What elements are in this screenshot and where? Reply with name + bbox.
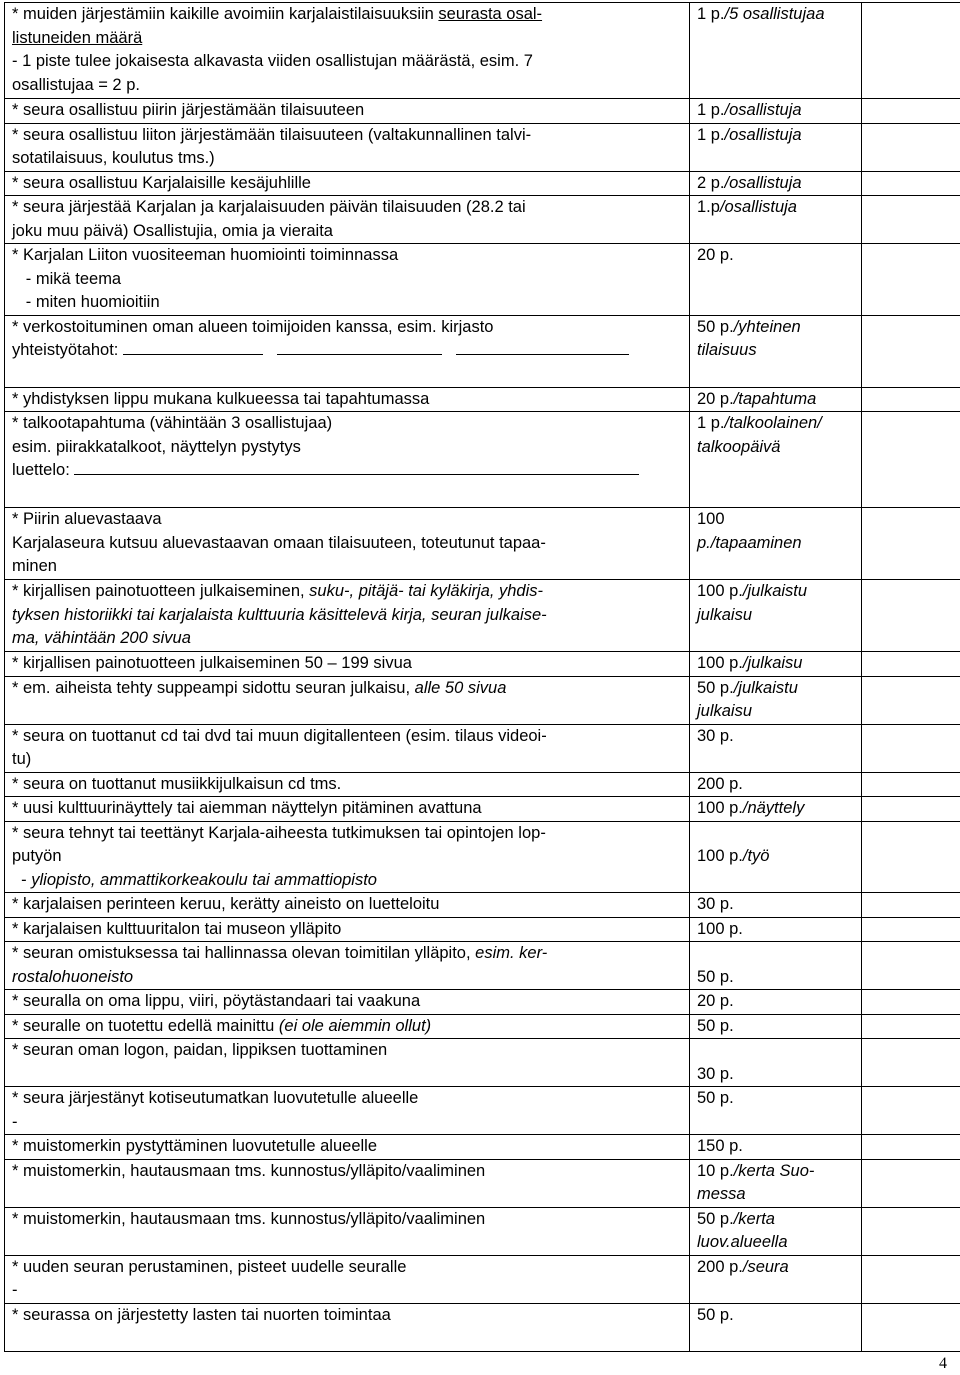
score-cell[interactable] — [862, 917, 960, 942]
criterion-line: putyön — [12, 847, 62, 865]
table-row — [5, 917, 960, 942]
criterion-cell — [5, 196, 690, 244]
score-cell[interactable] — [862, 1207, 960, 1255]
points-line: 100 p./työ — [697, 847, 770, 865]
table-row — [5, 123, 960, 171]
score-cell[interactable] — [862, 123, 960, 171]
score-cell[interactable] — [862, 1159, 960, 1207]
points-cell — [690, 580, 862, 652]
table-row — [5, 1135, 960, 1160]
score-cell[interactable] — [862, 772, 960, 797]
points-line — [697, 822, 861, 846]
points-cell — [690, 1014, 862, 1039]
score-cell[interactable] — [862, 1135, 960, 1160]
criterion-cell — [5, 652, 690, 677]
points-line: 100 p./näyttely — [697, 799, 805, 817]
table-row — [5, 797, 960, 822]
points-cell — [690, 676, 862, 724]
score-cell[interactable] — [862, 1255, 960, 1303]
score-cell[interactable] — [862, 942, 960, 990]
table-row — [5, 387, 960, 412]
criterion-line: ma, vähintään 200 sivua — [12, 629, 191, 647]
criterion-line: * em. aiheista tehty suppeampi sidottu seuran julkaisu, alle 50 sivua — [12, 678, 507, 697]
score-cell[interactable] — [862, 387, 960, 412]
criterion-line: * seura järjestänyt kotiseutumatkan luovutetulle alueelle — [12, 1089, 419, 1107]
criterion-line: - — [12, 1112, 18, 1131]
criterion-line: osallistujaa = 2 p. — [12, 75, 140, 94]
points-line: 50 p. — [697, 967, 734, 986]
criterion-line: * seurassa on järjestetty lasten tai nuorten toimintaa — [12, 1305, 391, 1324]
points-line — [697, 1039, 861, 1063]
criterion-line: - 1 piste tulee jokaisesta alkavasta viiden osallistujan määrästä, esim. 7 — [12, 52, 533, 70]
points-cell — [690, 1207, 862, 1255]
points-line: 1 p./talkoolainen/ — [697, 414, 822, 432]
points-cell — [690, 244, 862, 316]
points-line: 20 p. — [697, 246, 734, 264]
points-line: julkaisu — [697, 605, 753, 624]
criterion-line: minen — [12, 557, 57, 575]
criterion-line: * muistomerkin, hautausmaan tms. kunnostus/ylläpito/vaaliminen — [12, 1161, 486, 1180]
points-line: 20 p. — [697, 992, 734, 1010]
table-row — [5, 1087, 960, 1135]
points-line: 100 p. — [697, 919, 743, 938]
points-line: 50 p. — [697, 1305, 734, 1324]
table-row — [5, 1303, 960, 1351]
points-cell — [690, 1135, 862, 1160]
criterion-cell — [5, 1255, 690, 1303]
points-cell — [690, 724, 862, 772]
points-cell — [690, 315, 862, 387]
criterion-line: * karjalaisen perinteen keruu, kerätty aineisto on luetteloitu — [12, 895, 440, 913]
points-line: 100 p./julkaistu — [697, 582, 808, 600]
table-row — [5, 990, 960, 1015]
table-row — [5, 1159, 960, 1207]
table-row — [5, 508, 960, 580]
points-cell — [690, 387, 862, 412]
criterion-line: * verkostoituminen oman alueen toimijoiden kanssa, esim. kirjasto — [12, 317, 494, 336]
points-cell — [690, 1255, 862, 1303]
criterion-line: tyksen historiikki tai karjalaista kulttuuria käsittelevä kirja, seuran julkaise- — [12, 605, 547, 624]
points-line: 30 p. — [697, 895, 734, 913]
criterion-cell — [5, 171, 690, 196]
score-cell[interactable] — [862, 652, 960, 677]
criterion-line: sotatilaisuus, koulutus tms.) — [12, 149, 215, 167]
points-cell — [690, 99, 862, 124]
points-line: 30 p. — [697, 1064, 734, 1083]
criterion-line: * Piirin aluevastaava — [12, 510, 162, 528]
criterion-cell — [5, 724, 690, 772]
points-cell — [690, 412, 862, 508]
criterion-line: * kirjallisen painotuotteen julkaiseminen 50 – 199 sivua — [12, 654, 412, 672]
score-cell[interactable] — [862, 821, 960, 893]
score-cell[interactable] — [862, 1303, 960, 1351]
score-cell[interactable] — [862, 171, 960, 196]
points-line: 2 p./osallistuja — [697, 173, 802, 192]
table-row — [5, 315, 960, 387]
table-row — [5, 942, 960, 990]
table-row — [5, 724, 960, 772]
points-line: 50 p./julkaistu — [697, 678, 798, 697]
points-cell — [690, 508, 862, 580]
points-cell — [690, 893, 862, 918]
criterion-line: yhteistyötahot: — [12, 339, 689, 363]
score-cell[interactable] — [862, 508, 960, 580]
points-line: 50 p. — [697, 1089, 734, 1107]
criterion-line: esim. piirakkatalkoot, näyttelyn pystytys — [12, 437, 301, 456]
score-cell[interactable] — [862, 99, 960, 124]
criterion-line: * seura on tuottanut cd tai dvd tai muun digitallenteen (esim. tilaus videoi- — [12, 726, 547, 745]
table-row — [5, 3, 960, 99]
criterion-cell — [5, 1207, 690, 1255]
points-cell — [690, 171, 862, 196]
table-row — [5, 580, 960, 652]
criterion-cell — [5, 1135, 690, 1160]
criterion-line: * talkootapahtuma (vähintään 3 osallistujaa) — [12, 414, 333, 432]
score-cell[interactable] — [862, 1039, 960, 1087]
table-row — [5, 1207, 960, 1255]
points-line: luov.alueella — [697, 1233, 788, 1251]
criterion-cell — [5, 123, 690, 171]
table-row — [5, 821, 960, 893]
points-line: 100 p./julkaisu — [697, 654, 803, 672]
table-row — [5, 772, 960, 797]
score-cell[interactable] — [862, 196, 960, 244]
criterion-cell — [5, 387, 690, 412]
criterion-cell — [5, 990, 690, 1015]
criterion-cell — [5, 1014, 690, 1039]
score-cell[interactable] — [862, 3, 960, 99]
points-cell — [690, 1087, 862, 1135]
criterion-line: * muistomerkin pystyttäminen luovutetulle alueelle — [12, 1137, 378, 1155]
criterion-line: luettelo: — [12, 459, 689, 483]
criterion-cell — [5, 580, 690, 652]
table-row — [5, 1255, 960, 1303]
criterion-line: * seuralle on tuotettu edellä mainittu (ei ole aiemmin ollut) — [12, 1016, 432, 1035]
points-line: 1.p/osallistuja — [697, 198, 797, 216]
points-cell — [690, 652, 862, 677]
criterion-line: * muistomerkin, hautausmaan tms. kunnostus/ylläpito/vaaliminen — [12, 1209, 486, 1228]
criterion-cell — [5, 1303, 690, 1351]
criterion-line: - mikä teema — [12, 269, 122, 288]
table-row — [5, 171, 960, 196]
points-cell — [690, 917, 862, 942]
score-cell[interactable] — [862, 797, 960, 822]
criterion-line: * seuralla on oma lippu, viiri, pöytästandaari tai vaakuna — [12, 992, 421, 1010]
criterion-cell — [5, 412, 690, 508]
criterion-line: * seura osallistuu Karjalaisille kesäjuhlille — [12, 173, 311, 192]
criterion-line: * uusi kulttuurinäyttely tai aiemman näyttelyn pitäminen avattuna — [12, 799, 482, 817]
points-cell — [690, 821, 862, 893]
points-line — [697, 942, 861, 966]
points-line: 150 p. — [697, 1137, 743, 1155]
points-line: 200 p./seura — [697, 1257, 789, 1276]
criterion-cell — [5, 99, 690, 124]
criterion-line: - miten huomioitiin — [12, 293, 160, 311]
criterion-cell — [5, 917, 690, 942]
criterion-cell — [5, 1087, 690, 1135]
points-line: messa — [697, 1185, 746, 1203]
points-line: talkoopäivä — [697, 437, 781, 456]
write-in-line — [74, 460, 639, 475]
criterion-line: * seura on tuottanut musiikkijulkaisun cd tms. — [12, 774, 342, 793]
criterion-line: * karjalaisen kulttuuritalon tai museon ylläpito — [12, 919, 342, 938]
score-cell[interactable] — [862, 412, 960, 508]
table-row — [5, 1014, 960, 1039]
page-number: 4 — [939, 1355, 947, 1372]
points-cell — [690, 1039, 862, 1087]
criterion-line: tu) — [12, 750, 32, 768]
write-in-line — [456, 340, 629, 355]
criterion-line: * kirjallisen painotuotteen julkaiseminen, suku-, pitäjä- tai kyläkirja, yhdis- — [12, 582, 543, 600]
criterion-cell — [5, 3, 690, 99]
points-line: 50 p./kerta — [697, 1209, 775, 1228]
criterion-cell — [5, 244, 690, 316]
points-line: 1 p./5 osallistujaa — [697, 5, 825, 23]
points-line: 200 p. — [697, 774, 743, 793]
criterion-cell — [5, 893, 690, 918]
points-cell — [690, 797, 862, 822]
table-row — [5, 412, 960, 508]
criterion-cell — [5, 772, 690, 797]
write-in-line — [123, 340, 263, 355]
table-row — [5, 99, 960, 124]
points-line: 50 p. — [697, 1016, 734, 1035]
table-row — [5, 652, 960, 677]
points-cell — [690, 772, 862, 797]
table-row — [5, 676, 960, 724]
criterion-line: listuneiden määrä — [12, 28, 143, 47]
criterion-line: * Karjalan Liiton vuositeeman huomiointi toiminnassa — [12, 246, 399, 264]
points-cell — [690, 123, 862, 171]
criterion-line: * seura tehnyt tai teettänyt Karjala-aiheesta tutkimuksen tai opintojen lop- — [12, 823, 546, 842]
points-cell — [690, 942, 862, 990]
score-cell[interactable] — [862, 315, 960, 387]
criterion-line: * uuden seuran perustaminen, pisteet uudelle seuralle — [12, 1257, 407, 1276]
table-row — [5, 893, 960, 918]
score-cell[interactable] — [862, 893, 960, 918]
score-cell[interactable] — [862, 580, 960, 652]
points-table — [4, 2, 960, 1352]
table-row — [5, 244, 960, 316]
criterion-line: * seura osallistuu liiton järjestämään tilaisuuteen (valtakunnallinen talvi- — [12, 125, 532, 144]
criterion-line: Karjalaseura kutsuu aluevastaavan omaan tilaisuuteen, toteutunut tapaa- — [12, 533, 546, 552]
criterion-line: - — [12, 1281, 18, 1299]
criterion-line: rostalohuoneisto — [12, 967, 134, 986]
criterion-line: * seuran oman logon, paidan, lippiksen tuottaminen — [12, 1041, 388, 1059]
criterion-cell — [5, 942, 690, 990]
points-line: 30 p. — [697, 726, 734, 745]
criterion-line: * muiden järjestämiin kaikille avoimiin karjalaistilaisuuksiin seurasta osal- — [12, 5, 543, 23]
criterion-cell — [5, 821, 690, 893]
criterion-line: * seuran omistuksessa tai hallinnassa olevan toimitilan ylläpito, esim. ker- — [12, 944, 548, 962]
criterion-cell — [5, 1159, 690, 1207]
points-line: 100 — [697, 510, 725, 528]
points-cell — [690, 990, 862, 1015]
score-cell[interactable] — [862, 1014, 960, 1039]
points-line: tilaisuus — [697, 341, 757, 359]
score-cell[interactable] — [862, 1087, 960, 1135]
points-line: p./tapaaminen — [697, 533, 802, 552]
points-line: 10 p./kerta Suo- — [697, 1161, 815, 1180]
criterion-cell — [5, 797, 690, 822]
score-cell[interactable] — [862, 244, 960, 316]
criterion-line: * yhdistyksen lippu mukana kulkueessa tai tapahtumassa — [12, 389, 430, 408]
criterion-line: joku muu päivä) Osallistujia, omia ja vieraita — [12, 221, 333, 240]
points-cell — [690, 3, 862, 99]
score-cell[interactable] — [862, 676, 960, 724]
table-row — [5, 196, 960, 244]
criterion-line: * seura järjestää Karjalan ja karjalaisuuden päivän tilaisuuden (28.2 tai — [12, 198, 526, 216]
criterion-cell — [5, 1039, 690, 1087]
points-line: 20 p./tapahtuma — [697, 389, 817, 408]
write-in-line — [277, 340, 442, 355]
criterion-cell — [5, 315, 690, 387]
criterion-line: * seura osallistuu piirin järjestämään tilaisuuteen — [12, 101, 365, 119]
criterion-cell — [5, 676, 690, 724]
criterion-line: - yliopisto, ammattikorkeakoulu tai ammattiopisto — [12, 870, 377, 889]
points-line: 1 p./osallistuja — [697, 125, 802, 144]
criterion-cell — [5, 508, 690, 580]
points-line: julkaisu — [697, 702, 753, 720]
table-row — [5, 1039, 960, 1087]
points-cell — [690, 1159, 862, 1207]
points-line: 1 p./osallistuja — [697, 101, 802, 119]
points-cell — [690, 196, 862, 244]
score-cell[interactable] — [862, 724, 960, 772]
points-line: 50 p./yhteinen — [697, 317, 801, 336]
points-cell — [690, 1303, 862, 1351]
score-cell[interactable] — [862, 990, 960, 1015]
